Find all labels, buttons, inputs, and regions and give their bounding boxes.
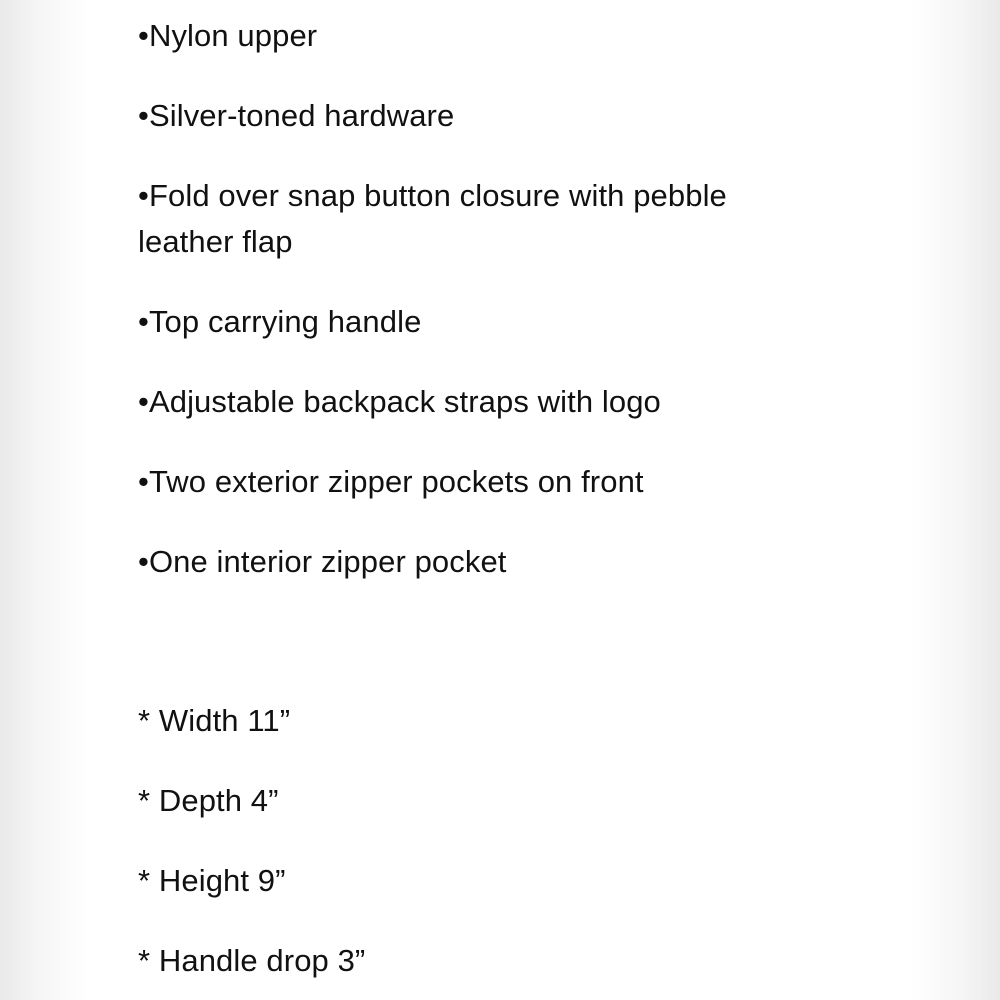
feature-backpack-straps: •Adjustable backpack straps with logo xyxy=(138,384,661,419)
feature-nylon-upper: •Nylon upper xyxy=(138,18,318,53)
dimension-depth: * Depth 4” xyxy=(138,783,279,818)
feature-snap-closure-continued: leather flap xyxy=(138,224,293,259)
dimension-handle-drop: * Handle drop 3” xyxy=(138,943,366,978)
feature-top-handle: •Top carrying handle xyxy=(138,304,422,339)
feature-snap-closure: •Fold over snap button closure with pebble xyxy=(138,178,727,213)
dimension-width: * Width 11” xyxy=(138,703,291,738)
feature-exterior-pockets: •Two exterior zipper pockets on front xyxy=(138,464,644,499)
feature-interior-pocket: •One interior zipper pocket xyxy=(138,544,507,579)
dimension-height: * Height 9” xyxy=(138,863,286,898)
feature-silver-hardware: •Silver-toned hardware xyxy=(138,98,455,133)
